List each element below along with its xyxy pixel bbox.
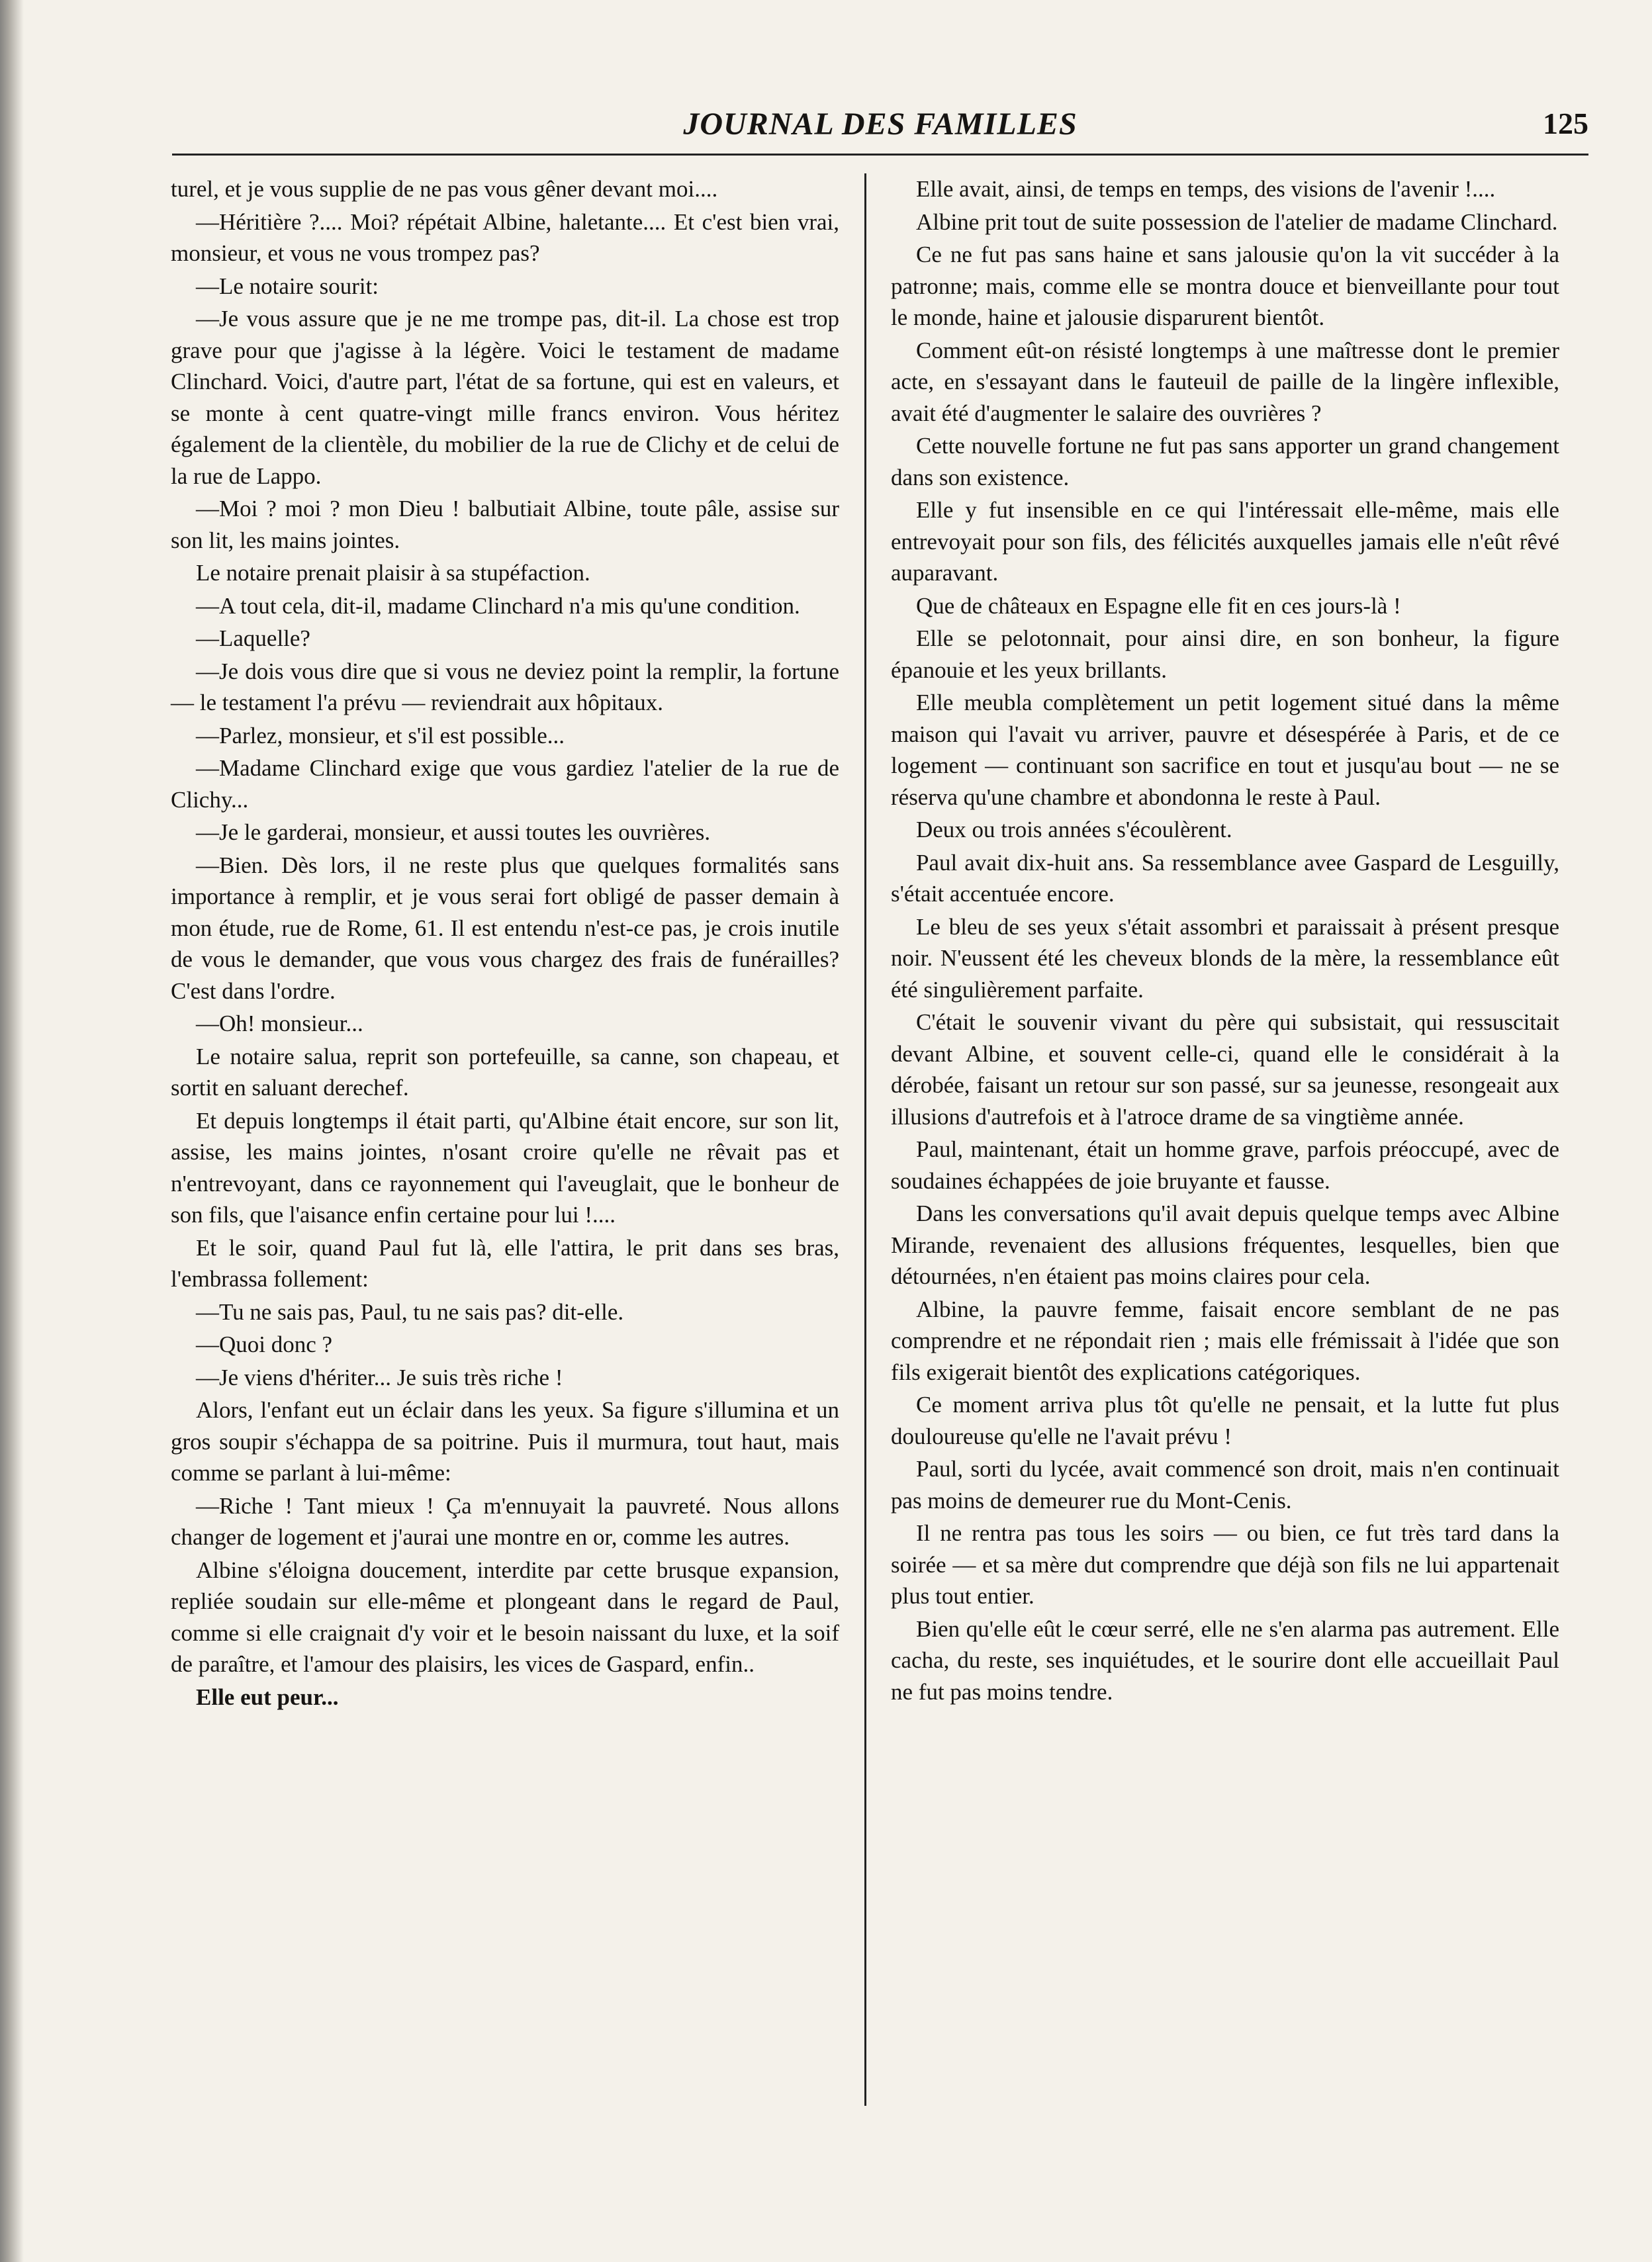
page-header <box>172 106 1588 146</box>
paragraph: Elle se pelotonnait, pour ainsi dire, en son bonheur, la figure épanouie et les yeux brillants. <box>891 625 1559 683</box>
paragraph: Paul, sorti du lycée, avait commencé son droit, mais n'en continuait pas moins de demeurer rue du Mont-Cenis. <box>891 1456 1559 1514</box>
paragraph: —Oh! monsieur... <box>196 1011 363 1036</box>
paragraph: Elle eut peur... <box>196 1684 339 1710</box>
paragraph: —Quoi donc ? <box>196 1332 333 1357</box>
paragraph: Ce ne fut pas sans haine et sans jalousie qu'on la vit succéder à la patronne; mais, comme elle se montra douce et bienveillante pour tout le monde, haine et jalousie disparurent bientôt. <box>891 242 1559 330</box>
paragraph: Ce moment arriva plus tôt qu'elle ne pensait, et la lutte fut plus douloureuse qu'elle ne l'avait prévu ! <box>891 1392 1559 1449</box>
right-column <box>891 173 1559 1709</box>
header-rule <box>172 154 1588 156</box>
paragraph: —Riche ! Tant mieux ! Ça m'ennuyait la pauvreté. Nous allons changer de logement et j'aurai une montre en or, comme les autres. <box>171 1492 839 1550</box>
paragraph: Deux ou trois années s'écoulèrent. <box>916 817 1232 842</box>
paragraph: Paul, maintenant, était un homme grave, parfois préoccupé, avec de soudaines échappées de joie bruyante et fausse. <box>891 1136 1559 1194</box>
paragraph: Cette nouvelle fortune ne fut pas sans apporter un grand changement dans son existence. <box>891 433 1559 490</box>
page-number: 125 <box>1543 107 1588 140</box>
paragraph: Le notaire salua, reprit son portefeuille, sa canne, son chapeau, et sortit en saluant derechef. <box>171 1043 839 1101</box>
paragraph: Le notaire prenait plaisir à sa stupéfaction. <box>196 560 590 586</box>
paragraph: Dans les conversations qu'il avait depuis quelque temps avec Albine Mirande, revenaient des allusions fréquentes, lesquelles, bien que détournées, n'en étaient pas moins claires pour cela. <box>891 1200 1559 1289</box>
paragraph: —Bien. Dès lors, il ne reste plus que quelques formalités sans importance à remplir, et je vous serai fort obligé de passer demain à mon étude, rue de Rome, 61. Il est entendu n'est-ce pas, je crois inutile de vous le demander, que vous vous chargez des frais de funérailles? C'est dans l'ordre. <box>171 852 839 1004</box>
paragraph: —Je le garderai, monsieur, et aussi toutes les ouvrières. <box>196 819 711 845</box>
paragraph: Comment eût-on résisté longtemps à une maîtresse dont le premier acte, en s'essayant dans le fauteuil de paille de la lingère inflexible, avait été d'augmenter le salaire des ouvrières ? <box>891 337 1559 426</box>
paragraph: Elle y fut insensible en ce qui l'intéressait elle-même, mais elle entrevoyait pour son fils, des félicités auxquelles jamais elle n'eût rêvé auparavant. <box>891 497 1559 586</box>
paragraph: —Madame Clinchard exige que vous gardiez l'atelier de la rue de Clichy... <box>171 755 839 813</box>
left-column <box>171 173 839 1714</box>
paragraph: —Moi ? moi ? mon Dieu ! balbutiait Albine, toute pâle, assise sur son lit, les mains jointes. <box>171 496 839 553</box>
scanned-page-edge <box>0 0 24 2262</box>
running-title: JOURNAL DES FAMILLES <box>683 107 1078 142</box>
paragraph: Alors, l'enfant eut un éclair dans les yeux. Sa figure s'illumina et un gros soupir s'échappa de sa poitrine. Puis il murmura, tout haut, mais comme se parlant à lui-même: <box>171 1397 839 1486</box>
paragraph: —Le notaire sourit: <box>196 273 379 299</box>
paragraph: Il ne rentra pas tous les soirs — ou bien, ce fut très tard dans la soirée — et sa mère dut comprendre que déjà son fils ne lui appartenait plus tout entier. <box>891 1520 1559 1609</box>
paragraph: —Je vous assure que je ne me trompe pas, dit-il. La chose est trop grave pour que j'agisse à la légère. Voici le testament de madame Clinchard. Voici, d'autre part, l'état de sa fortune, qui est en valeurs, et se monte à cent quatre-vingt mille francs environ. Vous héritez également de la clientèle, du mobilier de la rue de Clichy et de celui de la rue de Lappo. <box>171 306 839 489</box>
paragraph: —Je viens d'hériter... Je suis très riche ! <box>196 1364 563 1390</box>
paragraph: Albine prit tout de suite possession de l'atelier de madame Clinchard. <box>916 208 1558 235</box>
paragraph: Elle avait, ainsi, de temps en temps, des visions de l'avenir !.... <box>916 176 1496 202</box>
paragraph: C'était le souvenir vivant du père qui subsistait, qui ressuscitait devant Albine, et souvent celle-ci, quand elle le considérait à la dérobée, faisant un retour sur son passé, sur sa jeunesse, resongeait aux illusions d'autrefois et à l'atroce drame de sa vingtième année. <box>891 1009 1559 1130</box>
paragraph: Et depuis longtemps il était parti, qu'Albine était encore, sur son lit, assise, les mains jointes, n'osant croire qu'elle ne rêvait pas et n'entrevoyant, dans ce rayonnement qui l'aveuglait, que le bonheur de son fils, que l'aisance enfin certaine pour lui !.... <box>171 1107 839 1228</box>
paragraph: —Laquelle? <box>196 625 310 651</box>
paragraph: —A tout cela, dit-il, madame Clinchard n'a mis qu'une condition. <box>196 592 800 619</box>
paragraph: —Parlez, monsieur, et s'il est possible... <box>196 722 565 748</box>
paragraph: Albine s'éloigna doucement, interdite par cette brusque expansion, repliée soudain sur elle-même et plongeant dans le regard de Paul, comme si elle craignait d'y voir et le besoin naissant du luxe, et la soif de paraître, et l'amour des plaisirs, les vices de Gaspard, enfin.. <box>171 1557 839 1677</box>
column-divider <box>864 173 866 2106</box>
paragraph: turel, et je vous supplie de ne pas vous gêner devant moi.... <box>171 176 718 202</box>
paragraph: —Je dois vous dire que si vous ne deviez point la remplir, la fortune — le testament l'a prévu — reviendrait aux hôpitaux. <box>171 658 839 715</box>
paragraph: Que de châteaux en Espagne elle fit en ces jours-là ! <box>916 592 1401 619</box>
paragraph: Le bleu de ses yeux s'était assombri et paraissait à présent presque noir. N'eussent été les cheveux blonds de la mère, la ressemblance eût été singulièrement parfaite. <box>891 913 1559 1003</box>
paragraph: Albine, la pauvre femme, faisait encore semblant de ne pas comprendre et ne répondait rien ; mais elle frémissait à l'idée que son fils exigerait bientôt des explications catégoriques. <box>891 1296 1559 1385</box>
paragraph: Paul avait dix-huit ans. Sa ressemblance avee Gaspard de Lesguilly, s'était accentuée encore. <box>891 849 1559 907</box>
paragraph: Elle meubla complètement un petit logement situé dans la même maison qui l'avait vu arriver, pauvre et désespérée à Paris, et de ce logement — continuant son sacrifice en tout et jusqu'au bout — ne se réserva qu'une chambre et abondonna le reste à Paul. <box>891 690 1559 810</box>
paragraph: Et le soir, quand Paul fut là, elle l'attira, le prit dans ses bras, l'embrassa follement: <box>171 1234 839 1292</box>
paragraph: Bien qu'elle eût le cœur serré, elle ne s'en alarma pas autrement. Elle cacha, du reste, ses inquiétudes, et le sourire dont elle accueillait Paul ne fut pas moins tendre. <box>891 1615 1559 1705</box>
paragraph: —Héritière ?.... Moi? répétait Albine, haletante.... Et c'est bien vrai, monsieur, et vous ne vous trompez pas? <box>171 208 839 266</box>
paragraph: —Tu ne sais pas, Paul, tu ne sais pas? dit-elle. <box>196 1298 624 1325</box>
